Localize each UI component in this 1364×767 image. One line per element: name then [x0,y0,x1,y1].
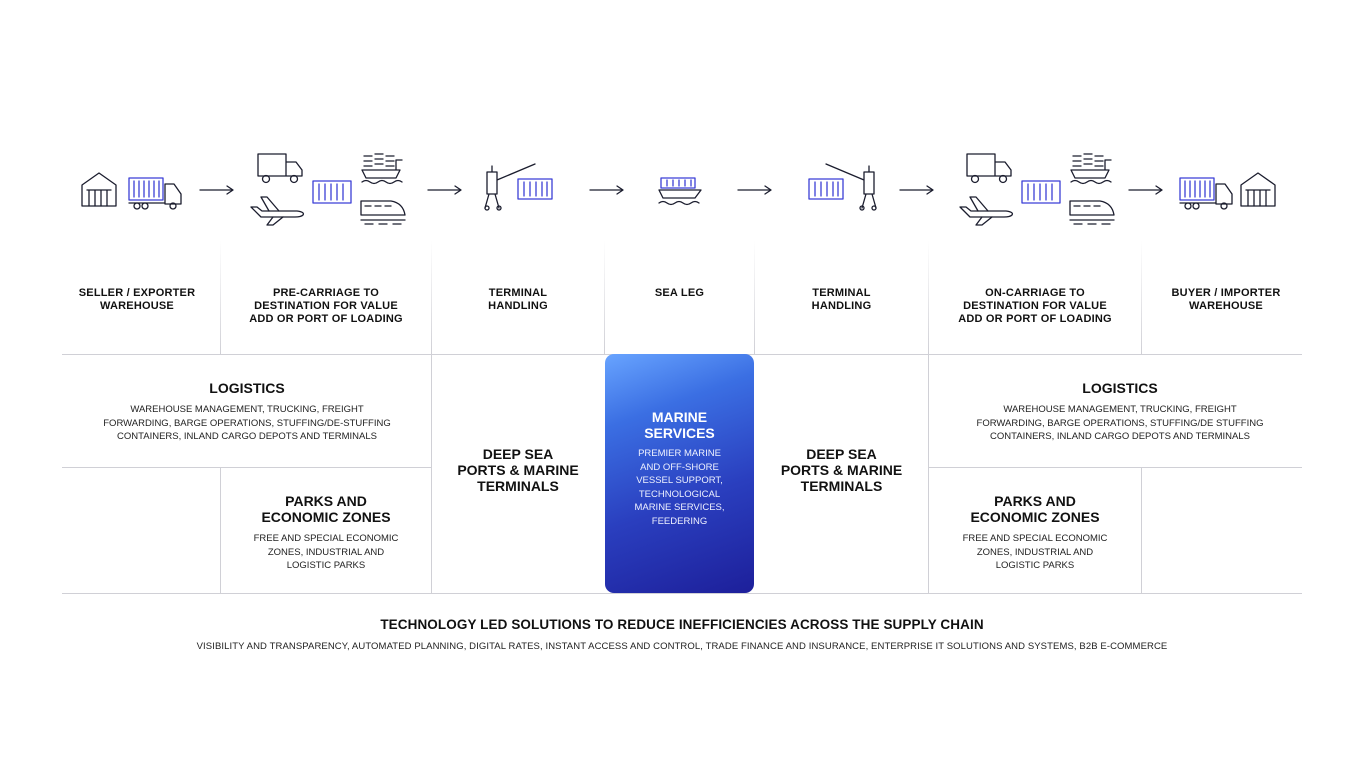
arrow-right-icon [427,185,463,195]
container-icon [1020,179,1062,205]
ports-block-right [755,446,928,494]
stage-label-terminal-handling-destination: TERMINAL HANDLING [811,287,872,312]
parks-title: PARKS AND ECONOMIC ZONES [261,493,391,525]
logistics-block-left [62,380,432,444]
cargo-ship-icon [360,150,406,186]
truck-icon [256,152,304,184]
container-ship-icon [657,176,703,208]
arrow-right-icon [199,185,235,195]
container-icon [311,179,353,205]
airplane-icon [956,193,1016,227]
grid-divider-lower-6 [1141,467,1142,593]
stage-label-on-carriage: ON-CARRIAGE TO DESTINATION FOR VALUE ADD OR PORT OF LOADING [958,287,1112,325]
marine-services-description: PREMIER MARINE AND OFF-SHORE VESSEL SUPPORT, TECHNOLOGICAL MARINE SERVICES, FEEDERING [634,448,725,527]
logistics-description: WAREHOUSE MANAGEMENT, TRUCKING, FREIGHT FORWARDING, BARGE OPERATIONS, STUFFING/DE-STUFFING CONTAINERS, INLAND CARGO DEPOTS AND TERMINALS [103,404,391,442]
airplane-icon [247,193,307,227]
parks-title: PARKS AND ECONOMIC ZONES [970,493,1100,525]
arrow-right-icon [589,185,625,195]
crane-icon [822,162,878,210]
technology-description: VISIBILITY AND TRANSPARENCY, AUTOMATED PLANNING, DIGITAL RATES, INSTANT ACCESS AND CONTROL, TRADE FINANCE AND INSURANCE, ENTERPRISE IT SOLUTIONS AND SYSTEMS, B2B E-COMMERCE [196,641,1168,652]
warehouse-icon [80,170,118,208]
container-icon [516,177,554,201]
logistics-title: LOGISTICS [209,380,285,396]
logistics-description: WAREHOUSE MANAGEMENT, TRUCKING, FREIGHT FORWARDING, BARGE OPERATIONS, STUFFING/DE STUFFING CONTAINERS, INLAND CARGO DEPOTS AND TERMINALS [976,404,1264,442]
marine-services-title: MARINE SERVICES [644,409,715,441]
marine-services-card [605,354,754,593]
logistics-block-right [929,380,1311,444]
grid-line-middle-left [62,467,432,468]
parks-block-left [221,493,431,573]
truck-icon [965,152,1013,184]
logistics-title: LOGISTICS [1082,380,1158,396]
grid-line-bottom [62,593,1302,594]
ports-title: DEEP SEA PORTS & MARINE TERMINALS [780,446,903,494]
train-icon [1068,197,1116,225]
stage-label-seller: SELLER / EXPORTER WAREHOUSE [78,287,196,312]
parks-description: FREE AND SPECIAL ECONOMIC ZONES, INDUSTRIAL AND LOGISTIC PARKS [253,533,399,571]
technology-heading: TECHNOLOGY LED SOLUTIONS TO REDUCE INEFFICIENCIES ACROSS THE SUPPLY CHAIN [380,617,984,632]
ports-block-left [432,446,604,494]
stage-label-pre-carriage: PRE-CARRIAGE TO DESTINATION FOR VALUE ADD OR PORT OF LOADING [249,287,403,325]
train-icon [359,197,407,225]
container-truck-icon [127,176,183,210]
warehouse-icon [1239,170,1277,208]
parks-block-right [929,493,1141,573]
grid-line-middle-right [929,467,1302,468]
parks-description: FREE AND SPECIAL ECONOMIC ZONES, INDUSTRIAL AND LOGISTIC PARKS [962,533,1108,571]
stage-label-sea-leg: SEA LEG [654,287,705,299]
arrow-right-icon [899,185,935,195]
cargo-ship-icon [1069,150,1115,186]
arrow-right-icon [1128,185,1164,195]
stage-label-terminal-handling-origin: TERMINAL HANDLING [488,287,548,312]
arrow-right-icon [737,185,773,195]
container-truck-icon [1178,176,1234,210]
ports-title: DEEP SEA PORTS & MARINE TERMINALS [457,446,579,494]
stage-label-buyer: BUYER / IMPORTER WAREHOUSE [1171,287,1281,312]
